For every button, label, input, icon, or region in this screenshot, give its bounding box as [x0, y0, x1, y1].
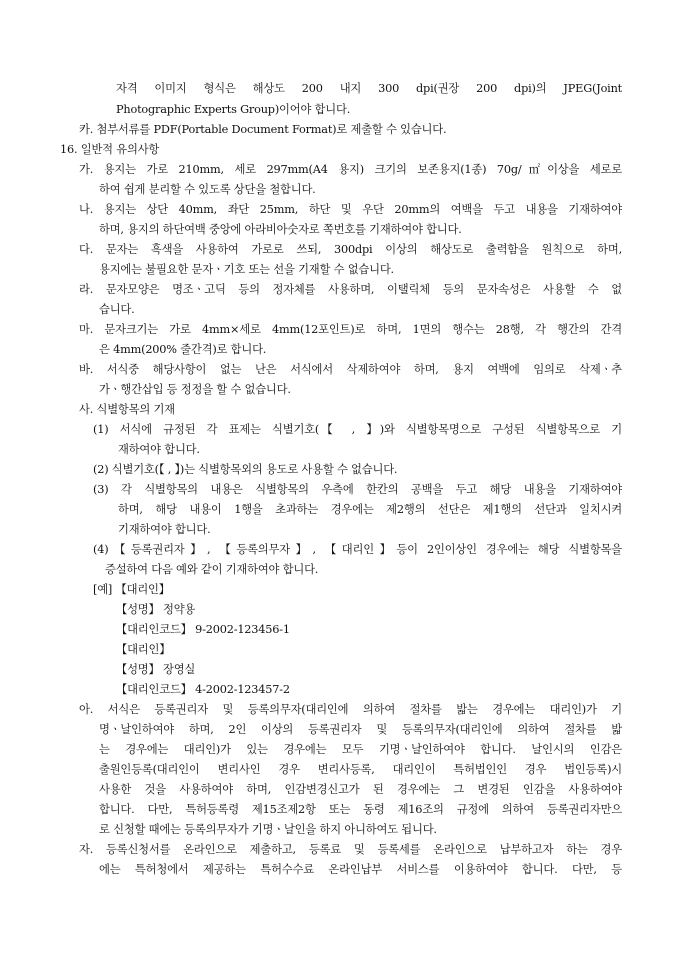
- text-line: (3) 각 식별항목의 내용은 식별항목의 우측에 한칸의 공백을 두고 해당 내용을 기재하여야: [93, 483, 622, 496]
- text-line: Photographic Experts Group)이어야 합니다.: [116, 103, 351, 116]
- example-line: 【대리인코드】 9-2002-123456-1: [116, 623, 290, 636]
- text-line: 하여 쉽게 분리할 수 있도록 상단을 철합니다.: [99, 183, 316, 196]
- text-line: 사. 식별항목의 기재: [79, 403, 175, 416]
- text-line: 는 경우에는 대리인)가 있는 경우에는 모두 기명ㆍ날인하여야 합니다. 날인시의 인감은: [99, 743, 622, 756]
- text-line: 가ㆍ행간삽입 등 정정을 할 수 없습니다.: [99, 383, 291, 396]
- example-line: 【대리인코드】 4-2002-123457-2: [116, 683, 290, 696]
- text-line: 증설하여 다음 예와 같이 기재하여야 합니다.: [105, 563, 319, 576]
- text-line: 하며, 해당 내용이 1행을 초과하는 경우에는 제2행의 선단은 제1행의 선단과 일치시켜: [118, 503, 622, 516]
- text-line: 아. 서식은 등록권리자 및 등록의무자(대리인에 의하여 절차를 밟는 경우에는 대리인)가 기: [79, 703, 622, 716]
- text-line: (2) 식별기호(【 , 】)는 식별항목외의 용도로 사용할 수 없습니다.: [93, 463, 398, 476]
- example-line: 【대리인】: [116, 643, 171, 656]
- text-line: 카. 첨부서류를 PDF(Portable Document Format)로 제출할 수 있습니다.: [79, 123, 447, 136]
- text-line: 은 4mm(200% 줄간격)로 합니다.: [99, 343, 267, 356]
- text-line: 하며, 용지의 하단여백 중앙에 아라비아숫자로 쪽번호를 기재하여야 합니다.: [99, 223, 462, 236]
- text-line: 사용한 것을 사용하여야 하며, 인감변경신고가 된 경우에는 그 변경된 인감을 사용하여야: [99, 783, 622, 796]
- example-label: [예] 【대리인】: [93, 583, 170, 596]
- text-line: 마. 문자크기는 가로 4mm×세로 4mm(12포인트)로 하며, 1면의 행수는 28행, 각 행간의 간격: [79, 323, 622, 336]
- text-line: 명ㆍ날인하여야 하며, 2인 이상의 등록권리자 및 등록의무자(대리인에 의하여 절차를 밟: [99, 723, 622, 736]
- text-line: 라. 문자모양은 명조ㆍ고딕 등의 정자체를 사용하며, 이탤릭체 등의 문자속성은 사용할 수 없: [79, 283, 622, 296]
- text-line: (1) 서식에 규정된 각 표제는 식별기호(【 , 】)와 식별항목명으로 구성된 식별항목으로 기: [93, 423, 622, 436]
- text-line: 자. 등록신청서를 온라인으로 제출하고, 등록료 및 등록세를 온라인으로 납부하고자 하는 경우: [79, 843, 622, 856]
- text-line: 에는 특허청에서 제공하는 특허수수료 온라인납부 서비스를 이용하여야 합니다. 다만, 등: [99, 863, 622, 876]
- text-line: 용지에는 불필요한 문자ㆍ기호 또는 선을 기재할 수 없습니다.: [99, 263, 394, 276]
- text-line: 습니다.: [99, 303, 135, 316]
- text-line: 나. 용지는 상단 40mm, 좌단 25mm, 하단 및 우단 20mm의 여백을 두고 내용을 기재하여야: [79, 203, 622, 216]
- text-line: 로 신청할 때에는 등록의무자가 기명ㆍ날인을 하지 아니하여도 됩니다.: [99, 823, 437, 836]
- text-line: 가. 용지는 가로 210mm, 세로 297mm(A4 용지) 크기의 보존용지(1종) 70g/㎡이상을 세로로: [79, 163, 622, 176]
- text-line: 바. 서식중 해당사항이 없는 난은 서식에서 삭제하여야 하며, 용지 여백에 임의로 삭제ㆍ추: [79, 363, 622, 376]
- example-line: 【성명】 장영실: [116, 663, 196, 676]
- text-line: 합니다. 다만, 특허등록령 제15조제2항 또는 동령 제16조의 규정에 의하여 등록권리자만으: [99, 803, 622, 816]
- text-line: 기재하여야 합니다.: [118, 523, 211, 536]
- example-line: 【성명】 정약용: [116, 603, 196, 616]
- text-line: 자격 이미지 형식은 해상도 200 내지 300 dpi(권장 200 dpi)의 JPEG(Joint: [116, 82, 622, 95]
- text-line: 다. 문자는 흑색을 사용하여 가로로 쓰되, 300dpi 이상의 해상도로 출력함을 원칙으로 하며,: [79, 243, 622, 256]
- text-line: 출원인등록(대리인이 변리사인 경우 변리사등록, 대리인이 특허법인인 경우 법인등록)시: [99, 763, 622, 776]
- section-heading: 16. 일반적 유의사항: [60, 143, 160, 156]
- text-line: 재하여야 합니다.: [118, 443, 200, 456]
- text-line: (4)【등록권리자】, 【등록의무자】, 【대리인】등이 2인이상인 경우에는 해당 식별항목을: [93, 543, 622, 556]
